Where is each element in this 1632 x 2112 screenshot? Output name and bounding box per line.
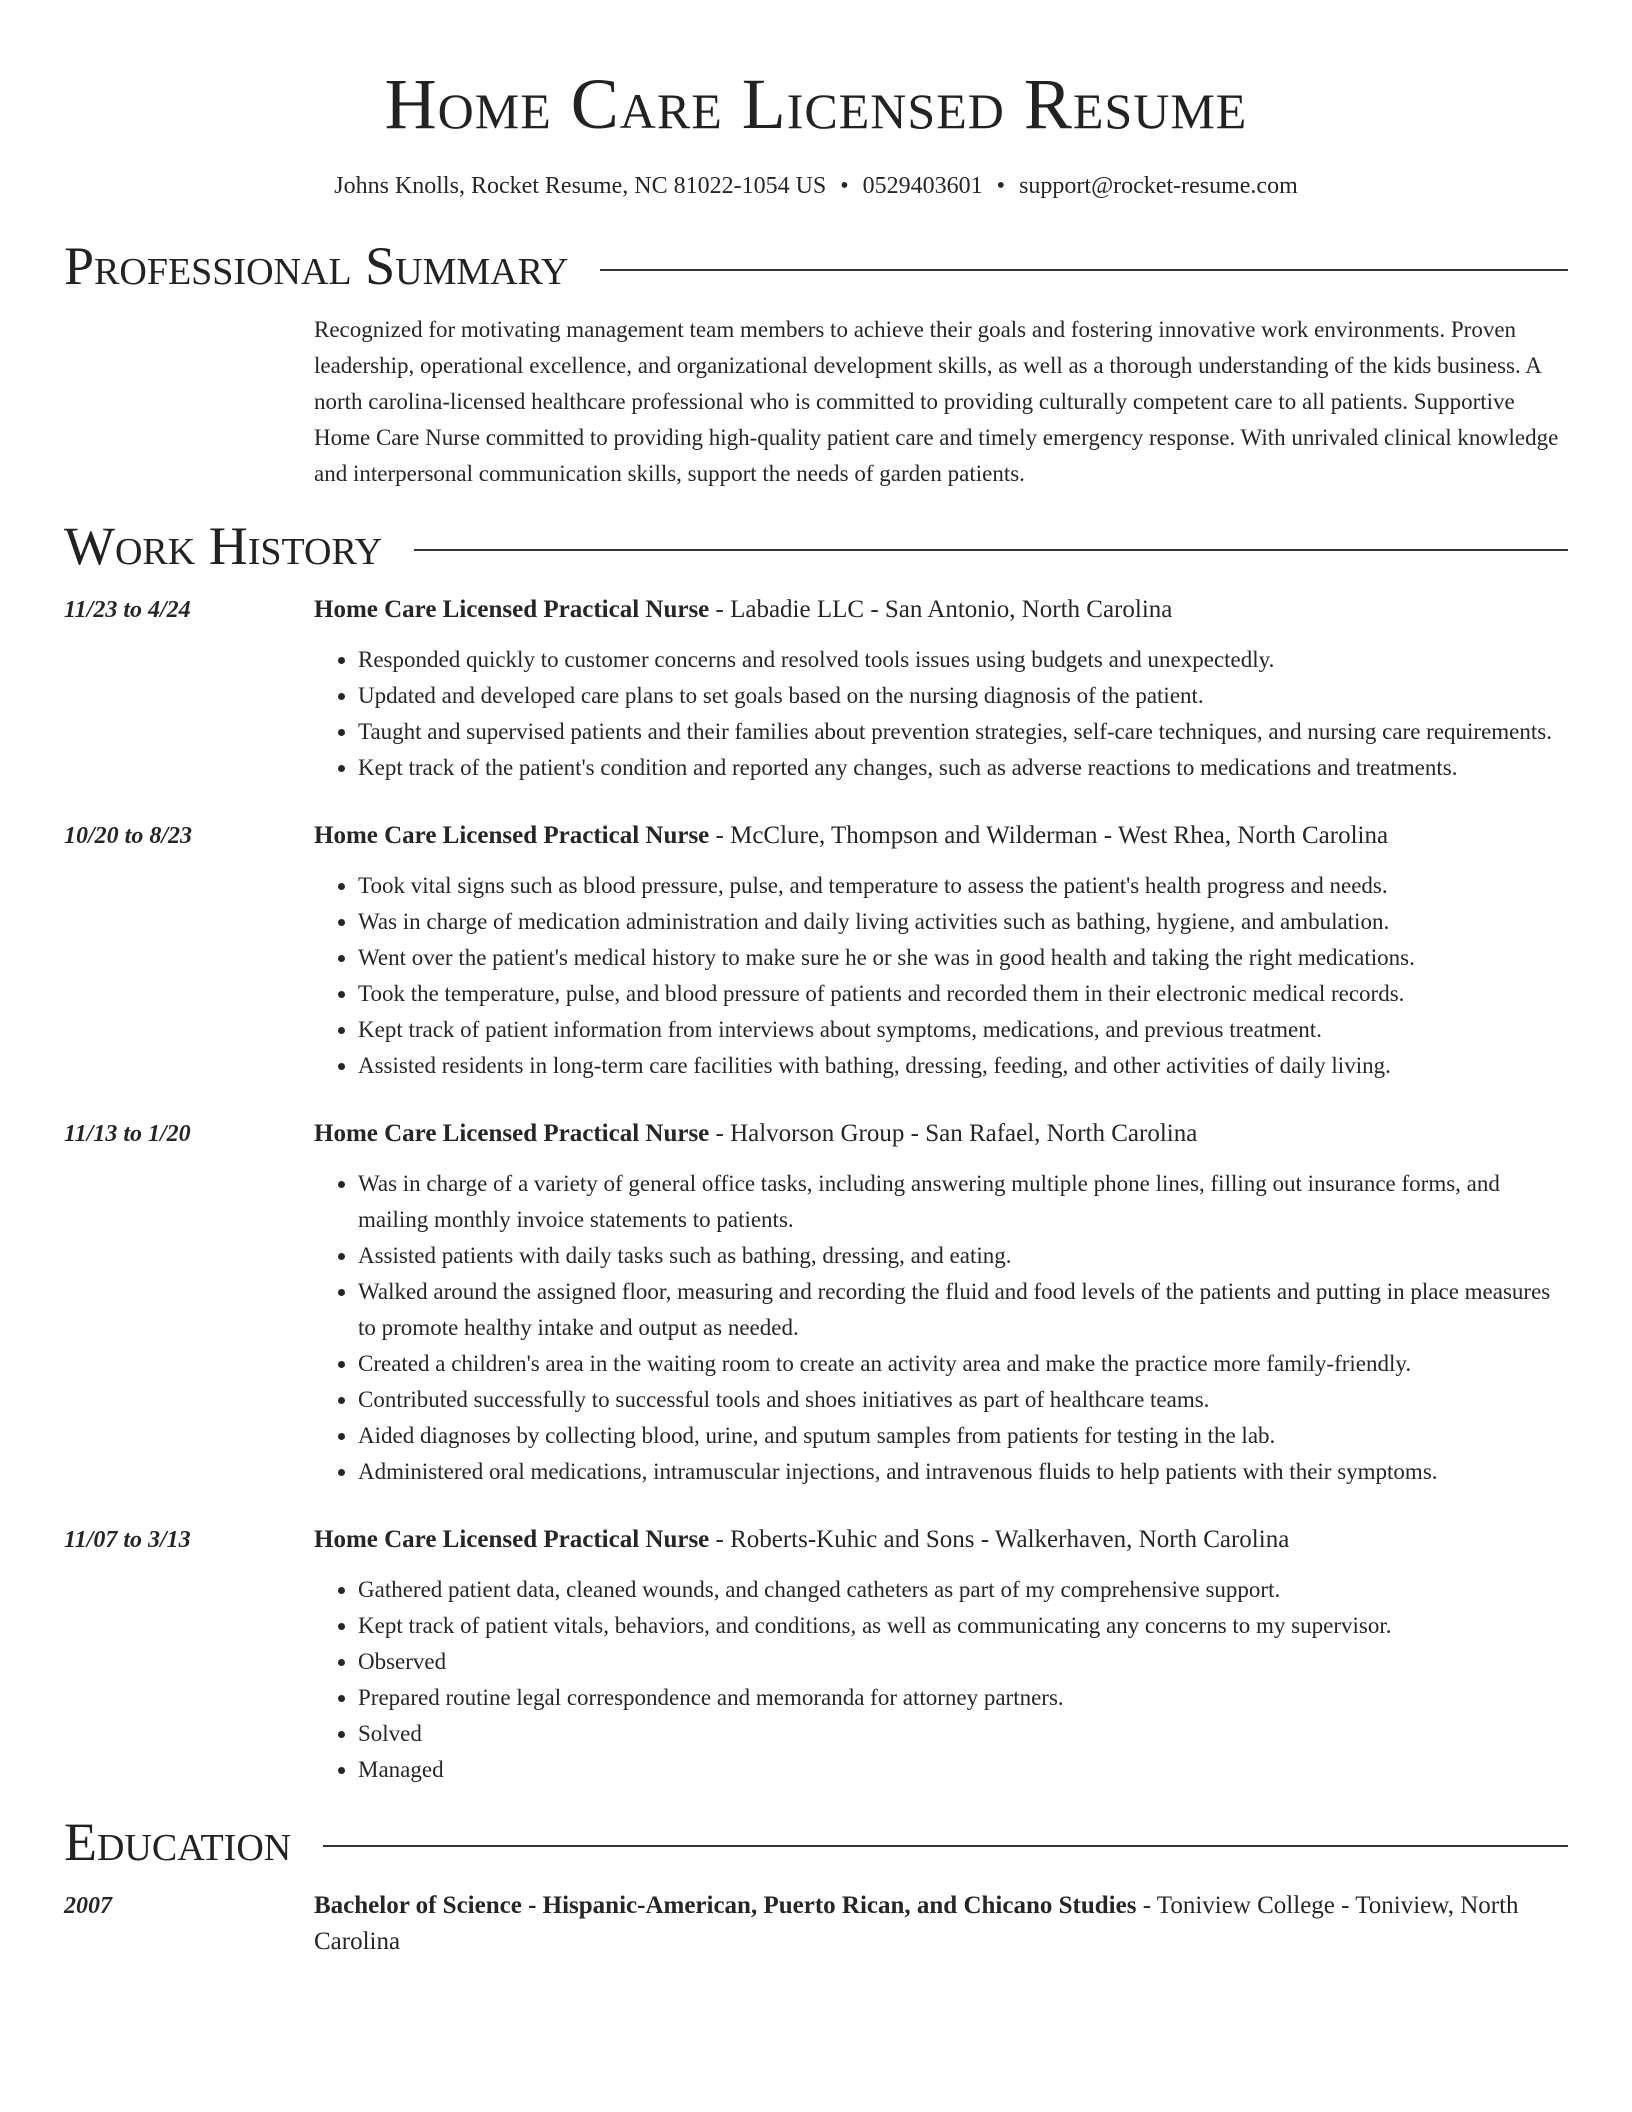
job-details: - Labadie LLC - San Antonio, North Carolina	[709, 596, 1173, 623]
duty-item: • Went over the patient's medical history to make sure he or she was in good health and taking the right medications.	[358, 940, 1568, 976]
summary-text: Recognized for motivating management team members to achieve their goals and fostering innovative work environments. Proven leadership, operational excellence, and organizational development skills, as well as a thorough understanding of the kids business. A north carolina-licensed healthcare professional who is committed to providing culturally competent care to all patients. Supportive Home Care Nurse committed to providing high-quality patient care and timely emergency response. With unrivaled clinical knowledge and interpersonal communication skills, support the needs of garden patients.	[314, 317, 1559, 486]
job-date: 11/07 to 3/13	[64, 1527, 191, 1553]
contact-email: support@rocket-resume.com	[1019, 173, 1298, 199]
job-duties	[314, 868, 1568, 1084]
duty-item: • Administered oral medications, intramuscular injections, and intravenous fluids to help patients with their symptoms.	[358, 1454, 1568, 1490]
job-entry	[64, 592, 1568, 786]
job-heading	[314, 818, 1568, 854]
duty-item: • Walked around the assigned floor, measuring and recording the fluid and food levels of the patients and putting in place measures to promote healthy intake and output as needed.	[358, 1274, 1568, 1346]
duty-item: • Assisted residents in long-term care facilities with bathing, dressing, feeding, and other activities of daily living.	[358, 1048, 1568, 1084]
resume-title: Home Care Licensed Resume	[384, 64, 1248, 144]
duty-item: • Solved	[358, 1716, 1568, 1752]
duty-item: • Kept track of the patient's condition and reported any changes, such as adverse reactions to medications and treatments.	[358, 750, 1568, 786]
job-heading	[314, 592, 1568, 628]
section-divider	[323, 1845, 1568, 1847]
duty-item: • Was in charge of a variety of general office tasks, including answering multiple phone lines, filling out insurance forms, and mailing monthly invoice statements to patients.	[358, 1166, 1568, 1238]
education-heading	[314, 1888, 1568, 1960]
summary-section-header	[64, 234, 1568, 298]
duty-item: • Contributed successfully to successful tools and shoes initiatives as part of healthcare teams.	[358, 1382, 1568, 1418]
contact-separator: •	[840, 173, 849, 199]
contact-separator: •	[996, 173, 1006, 199]
education-date: 2007	[64, 1893, 112, 1919]
job-role: Home Care Licensed Practical Nurse	[314, 1526, 710, 1553]
duty-item: • Assisted patients with daily tasks such as bathing, dressing, and eating.	[358, 1238, 1568, 1274]
education-section-header	[64, 1810, 1568, 1874]
duty-item: • Observed	[358, 1644, 1568, 1680]
duty-item: • Was in charge of medication administration and daily living activities such as bathing, hygiene, and ambulation.	[358, 904, 1568, 940]
job-date: 11/13 to 1/20	[64, 1121, 191, 1147]
duty-item: • Responded quickly to customer concerns and resolved tools issues using budgets and unexpectedly.	[358, 642, 1568, 678]
contact-phone: 0529403601	[862, 173, 983, 199]
duty-item: • Updated and developed care plans to set goals based on the nursing diagnosis of the patient.	[358, 678, 1568, 714]
duty-item: • Managed	[358, 1752, 1568, 1788]
duty-item: • Aided diagnoses by collecting blood, urine, and sputum samples from patients for testing in the lab.	[358, 1418, 1568, 1454]
job-details: - Halvorson Group - San Rafael, North Carolina	[709, 1120, 1198, 1147]
job-duties	[314, 1166, 1568, 1490]
job-date: 10/20 to 8/23	[64, 823, 193, 849]
job-entry	[64, 1116, 1568, 1490]
job-date: 11/23 to 4/24	[64, 597, 191, 623]
duty-item: • Taught and supervised patients and their families about prevention strategies, self-care techniques, and nursing care requirements.	[358, 714, 1568, 750]
duty-item: • Created a children's area in the waiting room to create an activity area and make the practice more family-friendly.	[358, 1346, 1568, 1382]
job-role: Home Care Licensed Practical Nurse	[314, 596, 710, 623]
section-divider	[414, 549, 1568, 551]
duty-item: • Kept track of patient information from interviews about symptoms, medications, and previous treatment.	[358, 1012, 1568, 1048]
work-history-list	[64, 592, 1568, 1788]
duty-item: • Took vital signs such as blood pressure, pulse, and temperature to assess the patient's health progress and needs.	[358, 868, 1568, 904]
job-duties	[314, 1572, 1568, 1788]
duty-item: • Prepared routine legal correspondence and memoranda for attorney partners.	[358, 1680, 1568, 1716]
job-entry	[64, 1522, 1568, 1788]
education-degree: Bachelor of Science - Hispanic-American, Puerto Rican, and Chicano Studies	[314, 1892, 1137, 1919]
job-duties	[314, 642, 1568, 786]
job-heading	[314, 1522, 1568, 1558]
work-section-title: Work History	[64, 516, 383, 576]
duty-item: • Gathered patient data, cleaned wounds, and changed catheters as part of my comprehensive support.	[358, 1572, 1568, 1608]
work-section-header	[64, 514, 1568, 578]
education-entry	[64, 1888, 1568, 1960]
education-section-title: Education	[64, 1812, 292, 1872]
contact-line	[64, 170, 1568, 202]
summary-section-title: Professional Summary	[64, 236, 569, 296]
job-heading	[314, 1116, 1568, 1152]
section-divider	[600, 269, 1568, 271]
contact-address: Johns Knolls, Rocket Resume, NC 81022-1054 US	[334, 173, 827, 199]
duty-item: • Took the temperature, pulse, and blood pressure of patients and recorded them in their electronic medical records.	[358, 976, 1568, 1012]
job-details: - McClure, Thompson and Wilderman - West Rhea, North Carolina	[709, 822, 1389, 849]
education-details: - Toniview College - Toniview, North Carolina	[314, 1892, 1519, 1955]
job-entry	[64, 818, 1568, 1084]
duty-item: • Kept track of patient vitals, behaviors, and conditions, as well as communicating any concerns to my supervisor.	[358, 1608, 1568, 1644]
job-role: Home Care Licensed Practical Nurse	[314, 1120, 710, 1147]
job-role: Home Care Licensed Practical Nurse	[314, 822, 710, 849]
job-details: - Roberts-Kuhic and Sons - Walkerhaven, North Carolina	[709, 1526, 1290, 1553]
